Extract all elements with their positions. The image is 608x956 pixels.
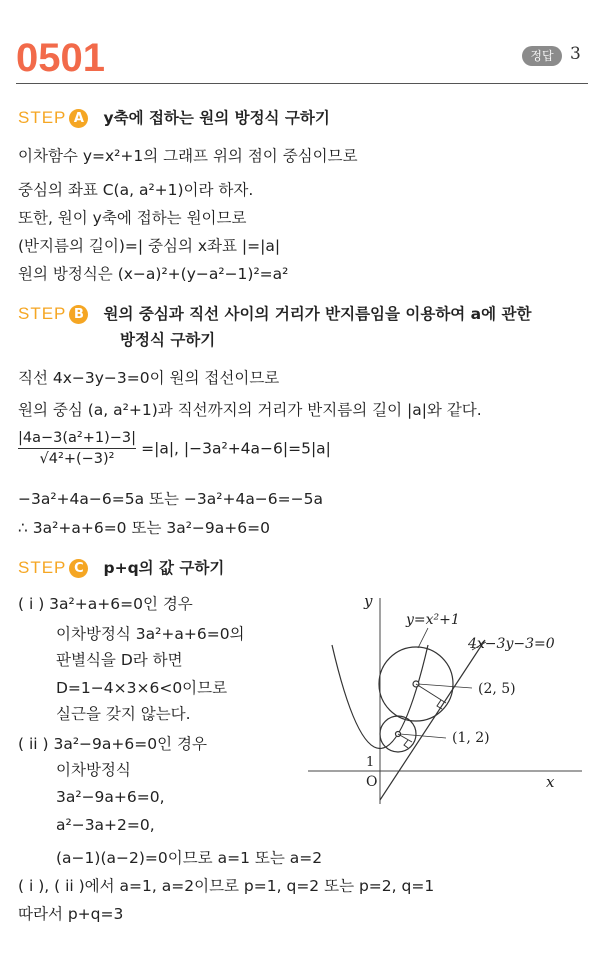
case-i-line-1: 이차방정식 3a²+a+6=0의 <box>56 625 245 643</box>
right-angle-mark-small <box>404 740 408 748</box>
y-axis-label: y <box>364 592 373 610</box>
step-a-header <box>18 106 330 128</box>
case-i-line-2: 판별식을 D라 하면 <box>56 651 183 669</box>
case-i-line-4: 실근을 갖지 않는다. <box>56 705 191 723</box>
fraction-bar <box>18 448 136 449</box>
step-b-title-2: 방정식 구하기 <box>120 331 216 349</box>
step-a-line-5: 원의 방정식은 (x−a)²+(y−a²−1)²=a² <box>18 265 289 283</box>
step-b-badge: B <box>69 305 88 324</box>
step-a-line-1: 이차함수 y=x²+1의 그래프 위의 점이 중심이므로 <box>18 147 358 165</box>
step-a-title: y축에 접하는 원의 방정식 구하기 <box>103 109 330 127</box>
one-label: 1 <box>366 755 375 770</box>
point-large-label: (2, 5) <box>478 681 516 697</box>
x-axis-label: x <box>546 773 555 791</box>
large-radius <box>416 684 446 703</box>
fraction-block <box>18 430 331 467</box>
case-ii-line-4: (a−1)(a−2)=0이므로 a=1 또는 a=2 <box>56 849 323 867</box>
step-b-line-3: −3a²+4a−6=5a 또는 −3a²+4a−6=−5a <box>18 490 323 508</box>
leader-large <box>418 684 472 688</box>
case-ii-line-3: a²−3a+2=0, <box>56 816 155 834</box>
step-b-line-1: 직선 4x−3y−3=0이 원의 접선이므로 <box>18 369 280 387</box>
conclusion-line-1: ( i ), ( ii )에서 a=1, a=2이므로 p=1, q=2 또는 p=2, q=1 <box>18 877 435 895</box>
tangent-line <box>380 640 485 800</box>
leader-parabola <box>418 628 428 648</box>
step-a-label: STEP <box>18 108 67 127</box>
step-b-line-4: ∴ 3a²+a+6=0 또는 3a²−9a+6=0 <box>18 519 270 537</box>
line-label: 4x−3y−3=0 <box>468 636 555 652</box>
step-c-badge: C <box>69 559 88 578</box>
step-c-title: p+q의 값 구하기 <box>103 559 225 577</box>
point-small-label: (1, 2) <box>452 730 490 746</box>
origin-label: O <box>366 774 378 790</box>
case-ii-line-1: 이차방정식 <box>56 761 131 779</box>
step-b-title-1: 원의 중심과 직선 사이의 거리가 반지름임을 이용하여 a에 관한 <box>103 305 532 323</box>
conclusion-line-2: 따라서 p+q=3 <box>18 905 124 923</box>
fraction-rhs: =|a|, |−3a²+4a−6|=5|a| <box>141 439 331 458</box>
step-a-line-2: 중심의 좌표 C(a, a²+1)이라 하자. <box>18 181 254 199</box>
case-i-heading: ( i ) 3a²+a+6=0인 경우 <box>18 595 193 613</box>
answer-badge: 정답 <box>522 46 562 66</box>
fraction-denominator: √4²+(−3)² <box>39 451 115 467</box>
step-a-badge: A <box>69 109 88 128</box>
answer-value: 3 <box>570 44 581 64</box>
step-b-line-2: 원의 중심 (a, a²+1)과 직선까지의 거리가 반지름의 길이 |a|와 같다. <box>18 401 482 419</box>
step-c-header <box>18 556 224 578</box>
graph-figure <box>300 590 600 810</box>
step-c-label: STEP <box>18 558 67 577</box>
case-ii-heading: ( ii ) 3a²−9a+6=0인 경우 <box>18 735 207 753</box>
parabola-label: y=x²+1 <box>406 612 460 628</box>
step-a-line-3: 또한, 원이 y축에 접하는 원이므로 <box>18 209 247 227</box>
problem-number: 0501 <box>16 36 105 80</box>
step-b-header <box>18 302 531 324</box>
case-i-line-3: D=1−4×3×6<0이므로 <box>56 679 228 697</box>
header-divider <box>16 83 588 84</box>
step-a-line-4: (반지름의 길이)=| 중심의 x좌표 |=|a| <box>18 237 281 255</box>
fraction-numerator: |4a−3(a²+1)−3| <box>18 430 137 446</box>
case-ii-line-2: 3a²−9a+6=0, <box>56 788 165 806</box>
step-b-label: STEP <box>18 304 67 323</box>
